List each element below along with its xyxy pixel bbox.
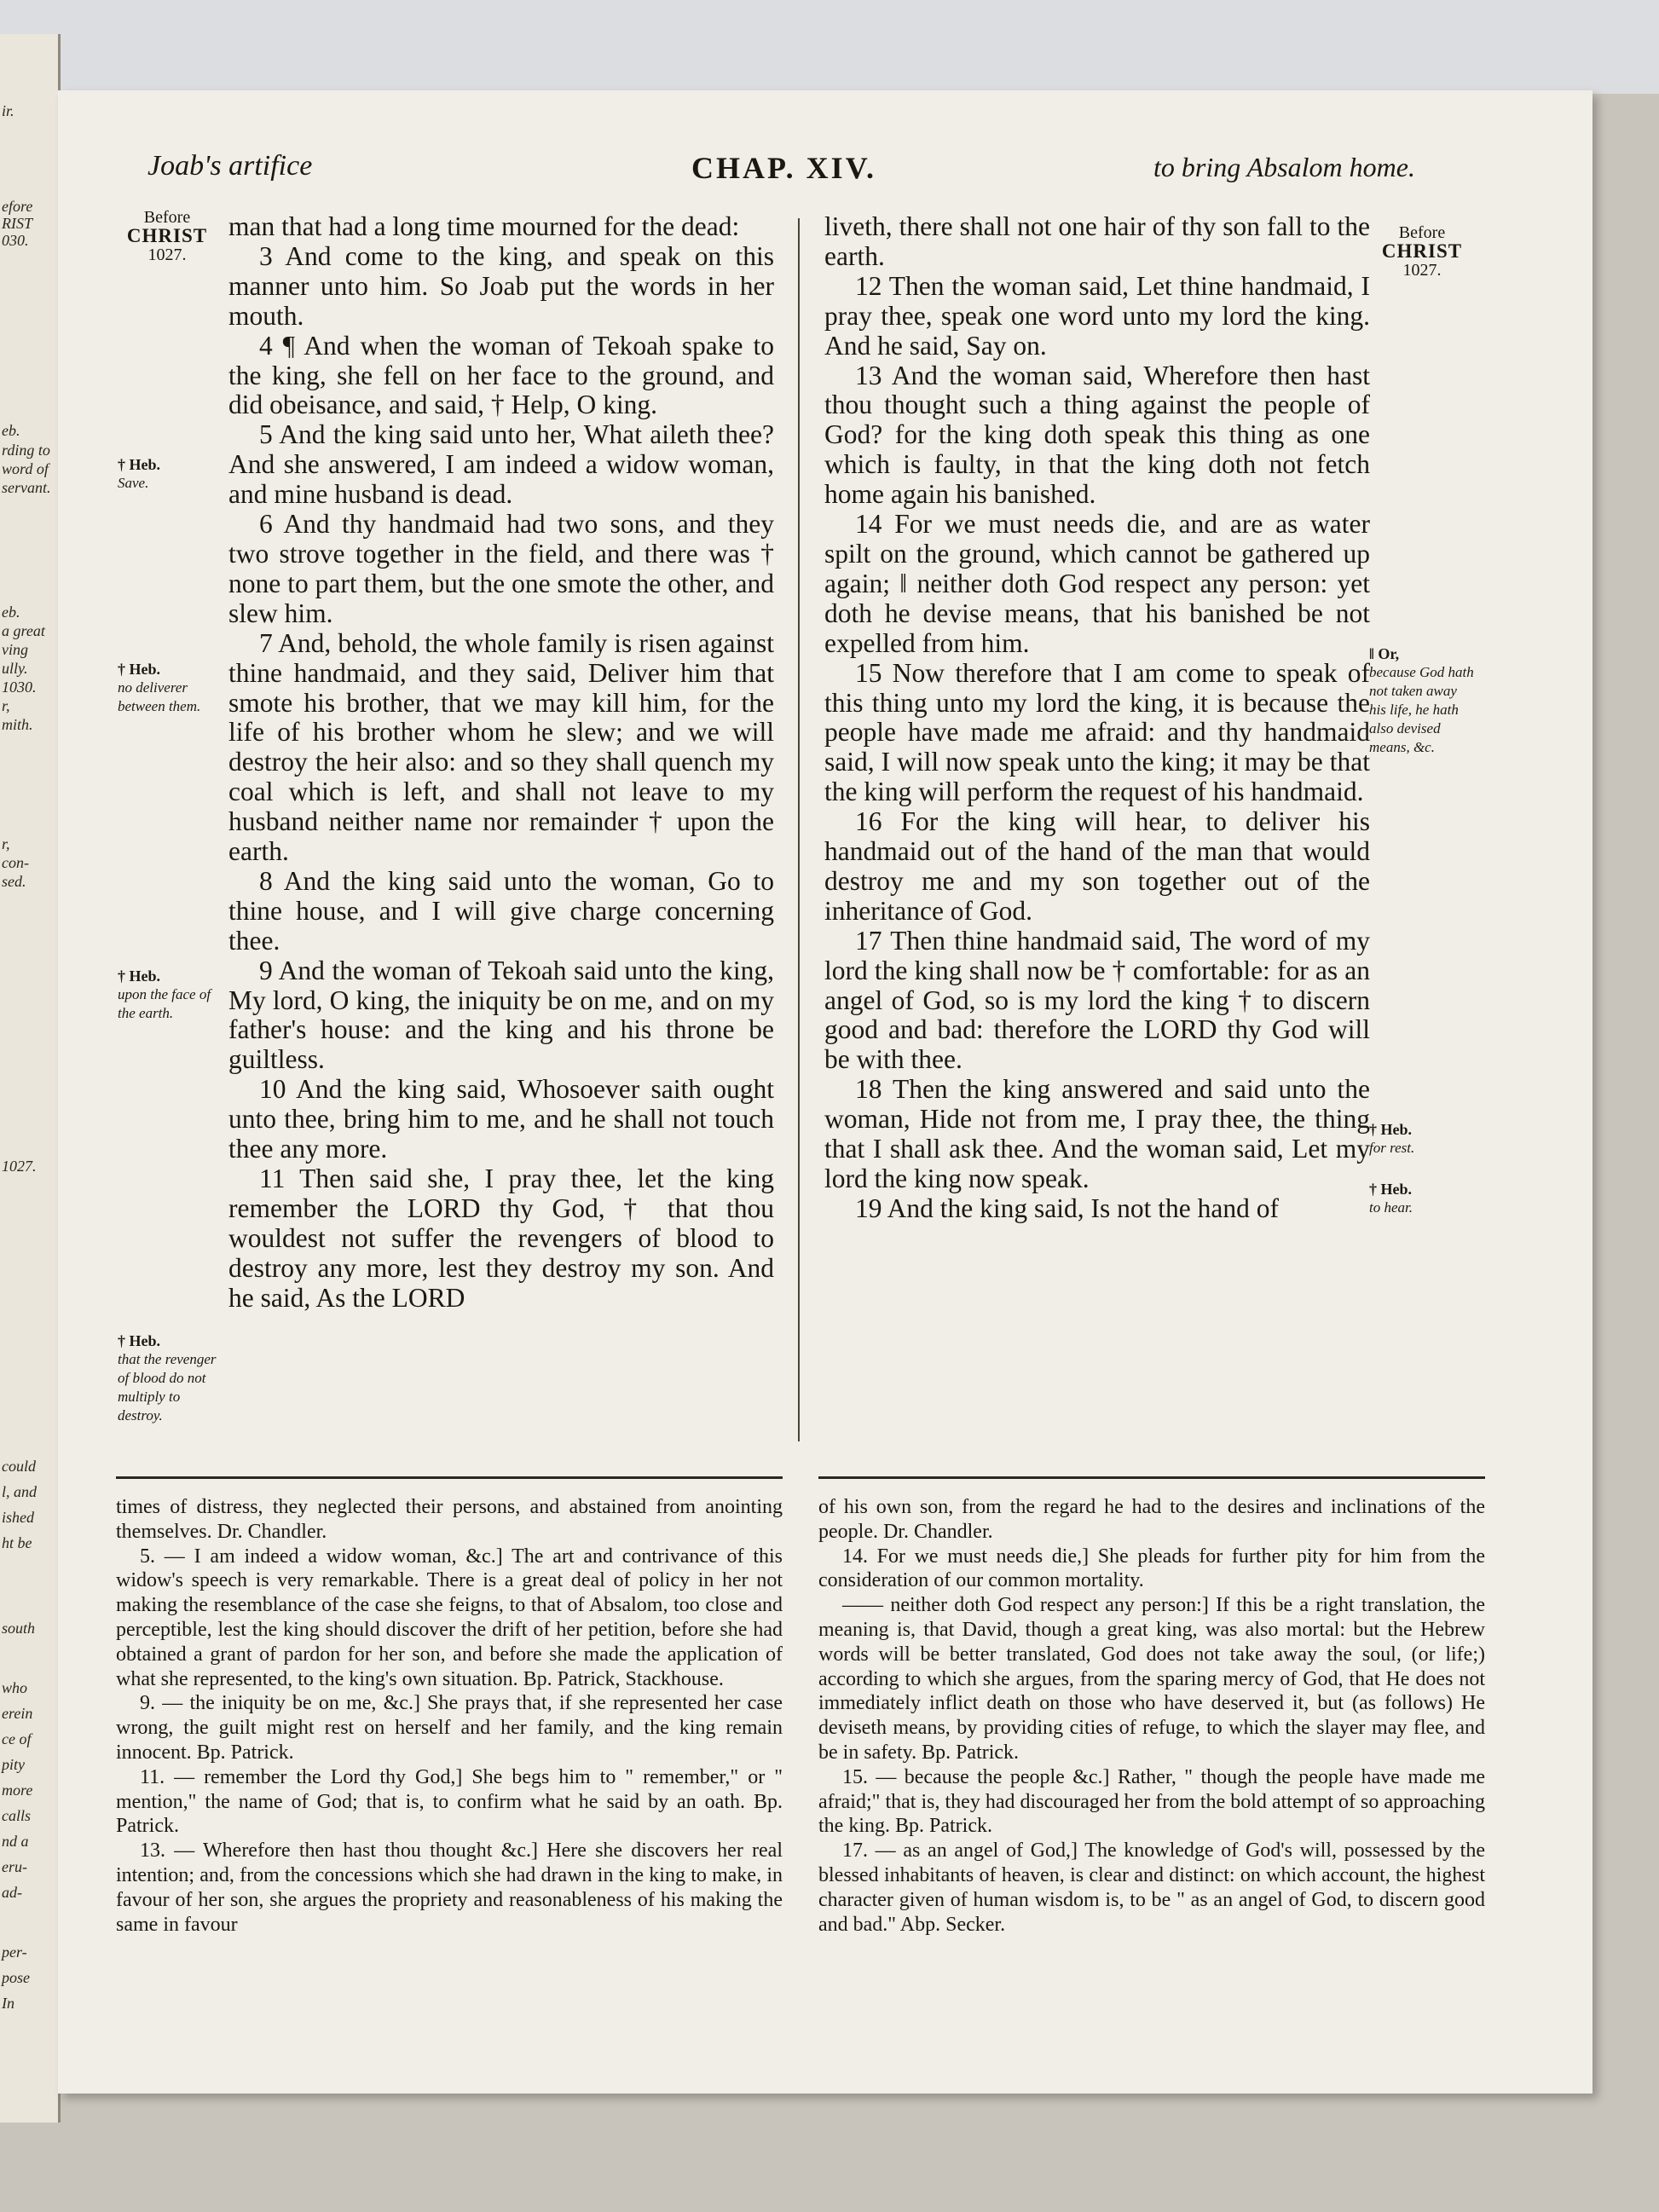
prev-page-fragment: con-: [2, 854, 29, 871]
prev-page-fragment: efore: [2, 198, 33, 215]
prev-page-fragment: eb.: [2, 422, 20, 439]
prev-page-fragment: rding to: [2, 442, 50, 459]
running-header-left: Joab's artifice: [147, 150, 313, 182]
margin-note-head: † Heb.: [118, 967, 161, 985]
margin-note-head: ‖ Or,: [1369, 645, 1400, 662]
footnote-rule-right: [818, 1476, 1485, 1479]
margin-note-body: upon the face of the earth.: [118, 986, 211, 1021]
verse: 3 And come to the king, and speak on this manner unto him. So Joab put the words in her mouth.: [228, 240, 774, 331]
verse: 14 For we must needs die, and are as water spilt on the ground, which cannot be gathered up again; ‖ neither doth God respect any person: yet doth he devise means, that his banished be not expelled from him.: [824, 509, 1370, 658]
prev-page-fragment: more: [2, 1782, 33, 1799]
commentary-note: 5. — I am indeed a widow woman, &c.] The art and contrivance of this widow's speech is very remarkable. There is a great deal of policy in her not making the resemblance of the case she feigns, to that of Absalom, too close and perceptible, lest the king should discover the drift of her petition, before she had obtained a grant of pardon for her son, and before she made the application of what she represented, to the king's own situation. Bp. Patrick, Stackhouse.: [116, 1545, 783, 1690]
margin-date-right: [1371, 223, 1473, 280]
verse: 11 Then said she, I pray thee, let the king remember the LORD thy God, † that thou wouldest not suffer the revengers of blood to destroy any more, lest they destroy my son. And he said, As the LORD: [228, 1164, 774, 1313]
prev-page-fragment: r,: [2, 835, 10, 852]
text-column-left: [228, 212, 774, 1314]
margin-note: [1369, 1120, 1476, 1158]
margin-note-head: † Heb.: [1369, 1121, 1413, 1138]
verse: 15 Now therefore that I am come to speak of this thing unto my lord the king, it is because the people have made me afraid: and thy handmaid said, I will now speak unto the king; it may be that the king will perform the request of his handmaid.: [824, 657, 1370, 807]
prev-page-fragment: 1027.: [2, 1158, 37, 1175]
prev-page-fragment: per-: [2, 1943, 27, 1961]
commentary-notes-right: [818, 1495, 1485, 1937]
verse: 9 And the woman of Tekoah said unto the king, My lord, O king, the iniquity be on me, and on my father's house: and the king and his throne be guiltless.: [228, 955, 774, 1075]
margin-note: [118, 967, 224, 1023]
prev-page-fragment: calls: [2, 1807, 31, 1824]
margin-note-head: † Heb.: [118, 456, 161, 473]
prev-page-fragment: ished: [2, 1509, 34, 1526]
prev-page-fragment: pose: [2, 1969, 30, 1986]
verse: liveth, there shall not one hair of thy son fall to the earth.: [824, 211, 1370, 271]
commentary-note: of his own son, from the regard he had to the desires and inclinations of the people. Dr. Chandler.: [818, 1496, 1485, 1543]
prev-page-fragment: nd a: [2, 1833, 29, 1850]
margin-note: [118, 455, 224, 493]
margin-note-body: to hear.: [1369, 1199, 1413, 1216]
verse: 6 And thy handmaid had two sons, and they two strove together in the field, and there was † none to part them, but the one smote the other, and slew him.: [228, 509, 774, 628]
prev-page-fragment: sed.: [2, 873, 26, 890]
running-header-right: to bring Absalom home.: [1153, 152, 1415, 182]
verse: 8 And the king said unto the woman, Go to thine house, and I will give charge concerning thee.: [228, 865, 774, 956]
margin-note: [1369, 644, 1476, 757]
margin-note-head: † Heb.: [118, 661, 161, 678]
prev-page-fragment: servant.: [2, 479, 51, 496]
verse: 17 Then thine handmaid said, The word of my lord the king shall now be † comfortable: for as an angel of God, so is my lord the king † to discern good and bad: therefore the LORD thy God will be with thee.: [824, 925, 1370, 1075]
prev-page-fragment: RIST: [2, 215, 32, 232]
margin-date-line: 1027.: [1402, 261, 1442, 280]
text-column-right: [824, 212, 1370, 1224]
prev-page-fragment: 1030.: [2, 679, 37, 696]
verse: 13 And the woman said, Wherefore then hast thou thought such a thing against the people of God? for the king doth speak this thing as one which is faulty, in that the king doth not fetch home again his banished.: [824, 360, 1370, 510]
margin-note-body: because God hath not taken away his life, he hath also devised means, &c.: [1369, 664, 1474, 755]
footnote-rule-left: [116, 1476, 783, 1479]
column-divider: [798, 218, 800, 1441]
background-surface: [0, 0, 1659, 94]
margin-note: [1369, 1180, 1476, 1217]
margin-date-line: 1027.: [147, 245, 187, 264]
verse: 19 And the king said, Is not the hand of: [855, 1193, 1279, 1223]
previous-page-edge: [0, 34, 61, 2122]
prev-page-fragment: In: [2, 1995, 14, 2012]
verse: 10 And the king said, Whosoever saith ought unto thee, bring him to me, and he shall not touch thee any more.: [228, 1074, 774, 1164]
prev-page-fragment: mith.: [2, 716, 33, 733]
verse: man that had a long time mourned for the dead:: [228, 211, 740, 241]
commentary-note: times of distress, they neglected their persons, and abstained from anointing themselves. Dr. Chandler.: [116, 1496, 783, 1543]
margin-note-body: for rest.: [1369, 1140, 1415, 1156]
prev-page-fragment: ht be: [2, 1534, 32, 1551]
verse: 18 Then the king answered and said unto the woman, Hide not from me, I pray thee, the thing that I shall ask thee. And the woman said, Let my lord the king now speak.: [824, 1074, 1370, 1193]
margin-note-head: † Heb.: [118, 1332, 161, 1349]
prev-page-fragment: r,: [2, 697, 10, 714]
prev-page-fragment: eru-: [2, 1858, 27, 1875]
prev-page-fragment: ad-: [2, 1884, 22, 1901]
book-page: [58, 90, 1593, 2094]
commentary-notes-left: [116, 1495, 783, 1937]
prev-page-fragment: who: [2, 1679, 28, 1696]
margin-note-body: Save.: [118, 475, 149, 491]
prev-page-fragment: could: [2, 1458, 36, 1475]
prev-page-fragment: ully.: [2, 660, 28, 677]
prev-page-fragment: l, and: [2, 1483, 38, 1500]
chapter-heading: CHAP. XIV.: [691, 151, 877, 185]
margin-note-body: that the revenger of blood do not multiply to destroy.: [118, 1351, 217, 1424]
prev-page-fragment: ir.: [2, 102, 14, 119]
prev-page-fragment: 030.: [2, 232, 29, 249]
prev-page-fragment: ce of: [2, 1730, 32, 1747]
prev-page-fragment: ving: [2, 641, 28, 658]
margin-date-line: CHRIST: [126, 225, 208, 246]
commentary-note: —— neither doth God respect any person:] If this be a right translation, the meaning is, that David, though a great king, was also mortal: but the Hebrew words will be better translated, God does not take away the soul, (or life;) according to which she argues, from the sparing mercy of God, that He does not immediately inflict death on those who have deserved it, but (as follows) He deviseth means, by providing cities of refuge, to which the slayer may flee, and be in safety. Bp. Patrick.: [818, 1594, 1485, 1764]
commentary-note: 11. — remember the Lord thy God,] She begs him to " remember," or " mention," the name of God; that is, to confirm what he said by an oath. Bp. Patrick.: [116, 1765, 783, 1838]
verse: 16 For the king will hear, to deliver his handmaid out of the hand of the man that would destroy me and my son together out of the inheritance of God.: [824, 806, 1370, 926]
margin-date-line: CHRIST: [1381, 240, 1463, 262]
commentary-note: 17. — as an angel of God,] The knowledge of God's will, possessed by the blessed inhabitants of heaven, is clear and distinct: on which account, the highest character given of human wisdom is, to be " as an angel of God, to discern good and bad." Abp. Secker.: [818, 1839, 1485, 1936]
commentary-note: 15. — because the people &c.] Rather, " though the people have made me afraid;" that is, they had discouraged her from the bold attempt of so approaching the king. Bp. Patrick.: [818, 1765, 1485, 1838]
margin-note-head: † Heb.: [1369, 1181, 1413, 1198]
commentary-note: 13. — Wherefore then hast thou thought &c.] Here she discovers her real intention; and, from the concessions which she had drawn in the king to make, in favour of her son, she argues the propriety and reasonableness of his making the same in favour: [116, 1839, 783, 1936]
prev-page-fragment: a great: [2, 622, 45, 639]
commentary-note: 9. — the iniquity be on me, &c.] She prays that, if she represented her case wrong, the guilt might rest on herself and her family, and the king remain innocent. Bp. Patrick.: [116, 1692, 783, 1764]
margin-date-line: Before: [143, 208, 191, 227]
prev-page-fragment: eb.: [2, 604, 20, 621]
prev-page-fragment: word of: [2, 460, 49, 477]
verse: 5 And the king said unto her, What aileth thee? And she answered, I am indeed a widow woman, and mine husband is dead.: [228, 419, 774, 510]
commentary-note: 14. For we must needs die,] She pleads for further pity for him from the consideration of our common mortality.: [818, 1545, 1485, 1592]
margin-note-body: no deliverer between them.: [118, 679, 201, 714]
verse: 4 ¶ And when the woman of Tekoah spake to the king, she fell on her face to the ground, and did obeisance, and said, † Help, O king.: [228, 330, 774, 420]
verse: 12 Then the woman said, Let thine handmaid, I pray thee, speak one word unto my lord the king. And he said, Say on.: [824, 270, 1370, 361]
margin-note: [118, 660, 224, 716]
margin-note: [118, 1331, 224, 1425]
verse: 7 And, behold, the whole family is risen against thine handmaid, and they said, Deliver him that smote his brother, that we may kill him, for the life of his brother whom he slew; and we will destroy the heir also: and so they shall quench my coal which is left, and shall not leave to my husband neither name nor remainder † upon the earth.: [228, 627, 774, 867]
margin-date-line: Before: [1398, 223, 1446, 242]
prev-page-fragment: south: [2, 1620, 36, 1637]
prev-page-fragment: pity: [2, 1756, 25, 1773]
prev-page-fragment: erein: [2, 1705, 33, 1722]
margin-date-left: [116, 208, 218, 264]
